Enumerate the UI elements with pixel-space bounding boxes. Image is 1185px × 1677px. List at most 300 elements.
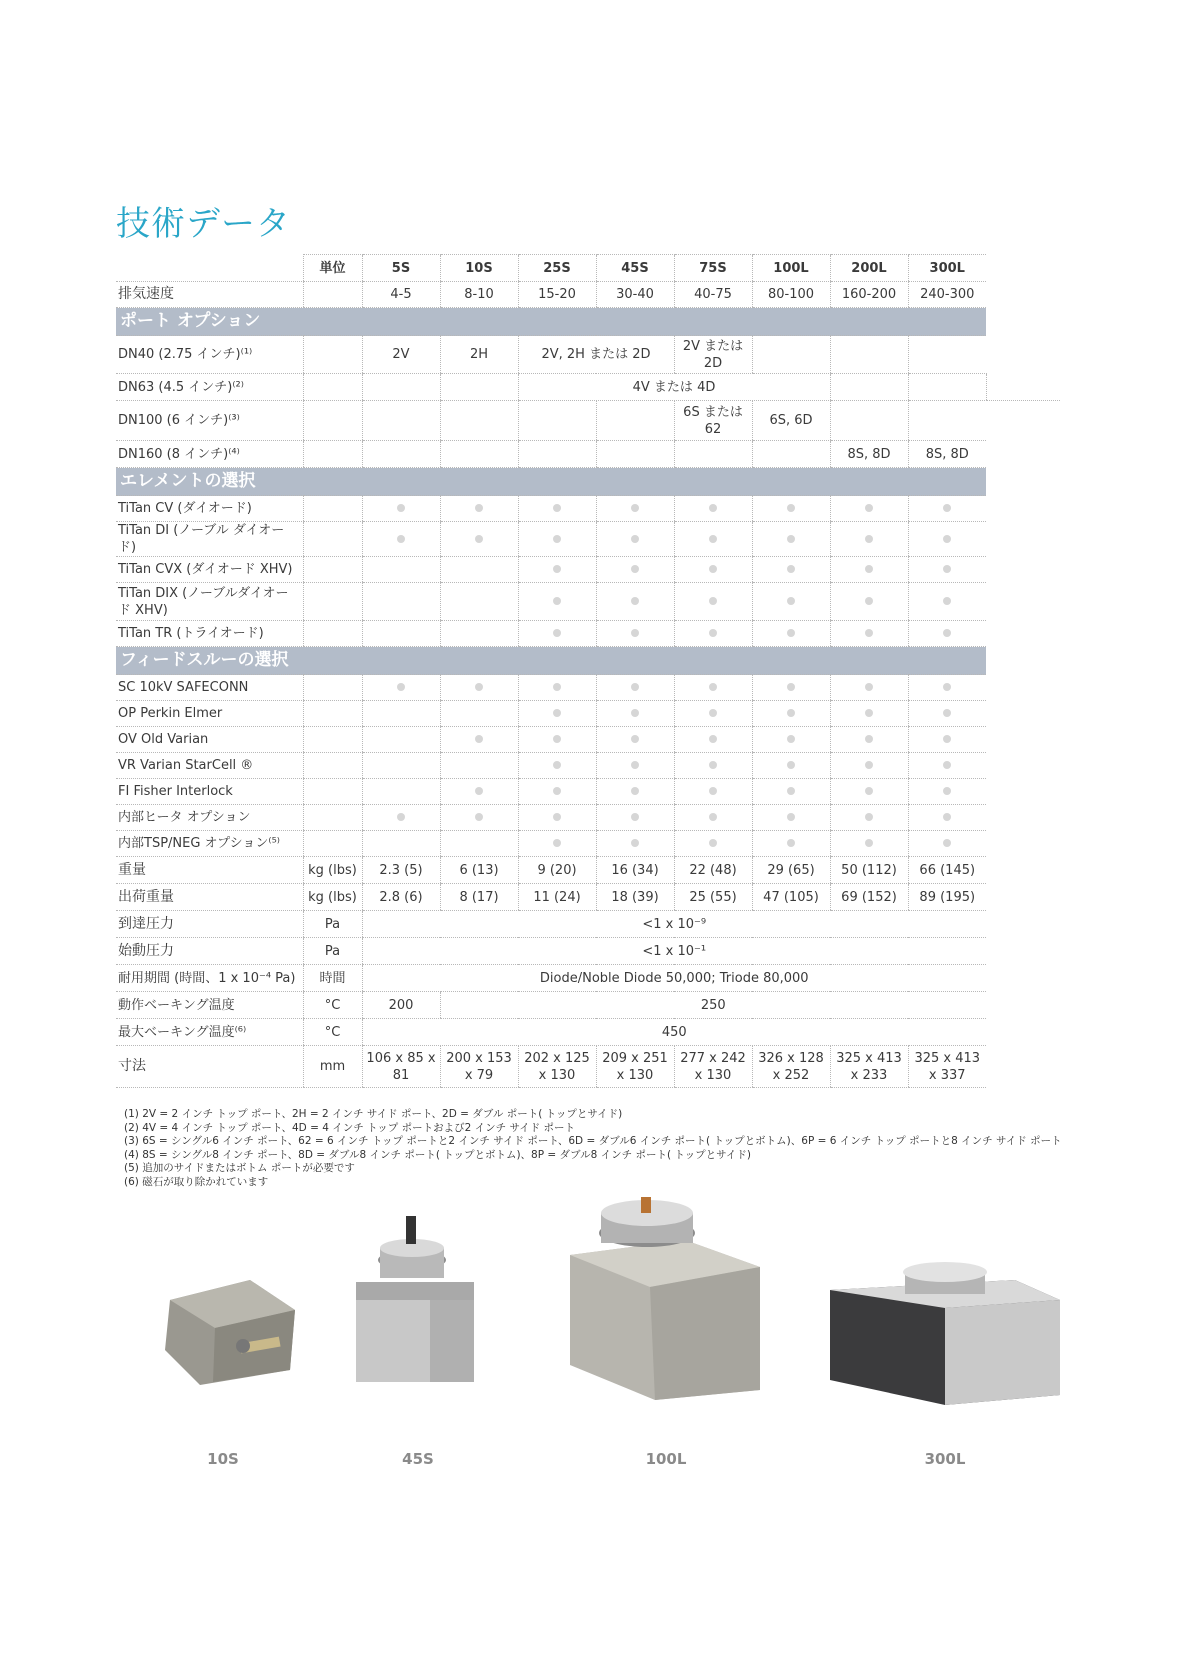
availability-dot-icon bbox=[631, 629, 639, 637]
availability-cell bbox=[362, 831, 440, 857]
page-title: 技術データ bbox=[116, 204, 291, 244]
availability-cell bbox=[674, 727, 752, 753]
value-cell: 6 (13) bbox=[440, 857, 518, 884]
availability-cell bbox=[596, 701, 674, 727]
feed-row bbox=[116, 831, 1060, 857]
availability-cell bbox=[908, 727, 986, 753]
value-cell: 69 (152) bbox=[830, 884, 908, 911]
availability-dot-icon bbox=[475, 535, 483, 543]
unit-cell bbox=[303, 374, 362, 401]
availability-dot-icon bbox=[397, 813, 405, 821]
value-cell: 325 x 413 x 337 bbox=[908, 1046, 986, 1088]
availability-cell bbox=[752, 727, 830, 753]
feed-row bbox=[116, 805, 1060, 831]
value-cell bbox=[596, 401, 674, 441]
value-cell bbox=[440, 441, 518, 468]
unit-cell: kg (lbs) bbox=[303, 884, 362, 911]
availability-cell bbox=[362, 522, 440, 557]
section-title: エレメントの選択 bbox=[116, 468, 986, 496]
row-label: TiTan DI (ノーブル ダイオード) bbox=[116, 522, 303, 557]
availability-cell bbox=[674, 701, 752, 727]
value-cell: 2.3 (5) bbox=[362, 857, 440, 884]
value-cell: 80-100 bbox=[752, 282, 830, 308]
value-cell: 250 bbox=[440, 992, 986, 1019]
bake-operating-row bbox=[116, 992, 1060, 1019]
value-cell: Diode/Noble Diode 50,000; Triode 80,000 bbox=[362, 965, 986, 992]
availability-dot-icon bbox=[787, 839, 795, 847]
value-cell bbox=[908, 401, 986, 441]
availability-cell bbox=[752, 805, 830, 831]
unit-cell: 時間 bbox=[303, 965, 362, 992]
availability-cell bbox=[440, 779, 518, 805]
value-cell: 4V または 4D bbox=[518, 374, 830, 401]
availability-cell bbox=[362, 583, 440, 621]
availability-dot-icon bbox=[631, 535, 639, 543]
value-cell: 18 (39) bbox=[596, 884, 674, 911]
availability-cell bbox=[830, 522, 908, 557]
row-label: FI Fisher Interlock bbox=[116, 779, 303, 805]
availability-cell bbox=[830, 753, 908, 779]
unit-cell: kg (lbs) bbox=[303, 857, 362, 884]
availability-dot-icon bbox=[865, 735, 873, 743]
availability-dot-icon bbox=[709, 683, 717, 691]
availability-cell bbox=[908, 701, 986, 727]
availability-dot-icon bbox=[709, 813, 717, 821]
availability-dot-icon bbox=[865, 683, 873, 691]
unit-cell bbox=[303, 522, 362, 557]
availability-cell bbox=[362, 753, 440, 779]
lifetime-row bbox=[116, 965, 1060, 992]
availability-cell bbox=[752, 675, 830, 701]
availability-dot-icon bbox=[475, 504, 483, 512]
section-header-feed bbox=[116, 647, 1060, 675]
availability-cell bbox=[362, 701, 440, 727]
value-cell bbox=[830, 336, 908, 374]
availability-dot-icon bbox=[943, 683, 951, 691]
value-cell bbox=[752, 441, 830, 468]
availability-dot-icon bbox=[787, 597, 795, 605]
availability-dot-icon bbox=[943, 787, 951, 795]
value-cell bbox=[518, 441, 596, 468]
row-label: 内部TSP/NEG オプション⁽⁵⁾ bbox=[116, 831, 303, 857]
availability-cell bbox=[596, 753, 674, 779]
footnote: (3) 6S = シングル6 インチ ポート、62 = 6 インチ トップ ポートと2 インチ サイド ポート、6D = ダブル6 インチ ポート( トップとボトム)、6P = 6 インチ トップ ポートと8 インチ サイド ポート bbox=[124, 1135, 1062, 1147]
footnote: (4) 8S = シングル8 インチ ポート、8D = ダブル8 インチ ポート( トップとボトム)、8P = ダブル8 インチ ポート( トップとサイド) bbox=[124, 1148, 751, 1161]
availability-cell bbox=[752, 557, 830, 583]
availability-cell bbox=[908, 805, 986, 831]
availability-dot-icon bbox=[865, 709, 873, 717]
value-cell bbox=[908, 336, 986, 374]
availability-cell bbox=[830, 727, 908, 753]
row-label: 寸法 bbox=[116, 1046, 303, 1088]
availability-cell bbox=[830, 583, 908, 621]
availability-cell bbox=[674, 522, 752, 557]
availability-dot-icon bbox=[787, 683, 795, 691]
unit-cell bbox=[303, 701, 362, 727]
unit-cell: mm bbox=[303, 1046, 362, 1088]
unit-cell bbox=[303, 496, 362, 522]
availability-dot-icon bbox=[631, 813, 639, 821]
model-header: 10S bbox=[440, 255, 518, 282]
photo-caption: 45S bbox=[402, 1450, 434, 1468]
element-row bbox=[116, 496, 1060, 522]
footnote: (5) 追加のサイドまたはボトム ポートが必要です bbox=[124, 1162, 355, 1174]
value-cell: 8S, 8D bbox=[830, 441, 908, 468]
element-row bbox=[116, 583, 1060, 621]
availability-cell bbox=[596, 805, 674, 831]
availability-dot-icon bbox=[865, 813, 873, 821]
value-cell: 29 (65) bbox=[752, 857, 830, 884]
availability-dot-icon bbox=[709, 535, 717, 543]
availability-cell bbox=[440, 522, 518, 557]
unit-header: 単位 bbox=[303, 255, 362, 282]
availability-dot-icon bbox=[553, 565, 561, 573]
availability-dot-icon bbox=[943, 813, 951, 821]
availability-dot-icon bbox=[943, 535, 951, 543]
availability-dot-icon bbox=[553, 504, 561, 512]
value-cell bbox=[362, 374, 440, 401]
value-cell bbox=[752, 336, 830, 374]
availability-dot-icon bbox=[865, 629, 873, 637]
pump-photo-45s bbox=[350, 1210, 485, 1390]
value-cell: <1 x 10⁻¹ bbox=[362, 938, 986, 965]
value-cell: 8 (17) bbox=[440, 884, 518, 911]
availability-dot-icon bbox=[553, 735, 561, 743]
row-label: TiTan CVX (ダイオード XHV) bbox=[116, 557, 303, 583]
availability-cell bbox=[596, 522, 674, 557]
availability-cell bbox=[752, 831, 830, 857]
value-cell: 30-40 bbox=[596, 282, 674, 308]
availability-dot-icon bbox=[397, 504, 405, 512]
availability-dot-icon bbox=[397, 683, 405, 691]
availability-cell bbox=[752, 753, 830, 779]
value-cell: 326 x 128 x 252 bbox=[752, 1046, 830, 1088]
unit-cell bbox=[303, 401, 362, 441]
availability-cell bbox=[908, 831, 986, 857]
unit-cell: °C bbox=[303, 1019, 362, 1046]
value-cell: 200 x 153 x 79 bbox=[440, 1046, 518, 1088]
availability-dot-icon bbox=[553, 813, 561, 821]
availability-cell bbox=[518, 583, 596, 621]
availability-cell bbox=[830, 701, 908, 727]
availability-cell bbox=[362, 779, 440, 805]
availability-dot-icon bbox=[631, 504, 639, 512]
unit-cell: Pa bbox=[303, 911, 362, 938]
starting-pressure-row bbox=[116, 938, 1060, 965]
availability-cell bbox=[596, 675, 674, 701]
value-cell bbox=[908, 374, 986, 401]
availability-cell bbox=[674, 753, 752, 779]
value-cell: <1 x 10⁻⁹ bbox=[362, 911, 986, 938]
availability-dot-icon bbox=[787, 709, 795, 717]
availability-cell bbox=[674, 805, 752, 831]
row-label: DN160 (8 インチ)⁽⁴⁾ bbox=[116, 441, 303, 468]
availability-cell bbox=[908, 557, 986, 583]
row-label: VR Varian StarCell ® bbox=[116, 753, 303, 779]
row-label: 出荷重量 bbox=[116, 884, 303, 911]
value-cell bbox=[518, 401, 596, 441]
model-header: 300L bbox=[908, 255, 986, 282]
weight-row bbox=[116, 857, 1060, 884]
value-cell: 40-75 bbox=[674, 282, 752, 308]
pump-photo-100l bbox=[565, 1195, 765, 1400]
availability-dot-icon bbox=[865, 504, 873, 512]
value-cell: 15-20 bbox=[518, 282, 596, 308]
availability-dot-icon bbox=[943, 597, 951, 605]
availability-dot-icon bbox=[865, 761, 873, 769]
pump-photo-10s bbox=[155, 1270, 300, 1390]
photo-caption: 100L bbox=[645, 1450, 687, 1468]
availability-cell bbox=[518, 621, 596, 647]
feed-row bbox=[116, 701, 1060, 727]
availability-dot-icon bbox=[943, 565, 951, 573]
row-label: TiTan DIX (ノーブルダイオード XHV) bbox=[116, 583, 303, 621]
value-cell: 106 x 85 x 81 bbox=[362, 1046, 440, 1088]
availability-cell bbox=[830, 675, 908, 701]
availability-cell bbox=[362, 496, 440, 522]
availability-dot-icon bbox=[865, 535, 873, 543]
row-label: 排気速度 bbox=[116, 282, 303, 308]
value-cell: 2V, 2H または 2D bbox=[518, 336, 674, 374]
value-cell: 8-10 bbox=[440, 282, 518, 308]
availability-dot-icon bbox=[475, 735, 483, 743]
availability-cell bbox=[830, 805, 908, 831]
footnote: (6) 磁石が取り除かれています bbox=[124, 1175, 269, 1188]
availability-dot-icon bbox=[709, 839, 717, 847]
feed-row bbox=[116, 727, 1060, 753]
ultimate-pressure-row bbox=[116, 911, 1060, 938]
bake-max-row bbox=[116, 1019, 1060, 1046]
section-header-port bbox=[116, 308, 1060, 336]
availability-cell bbox=[596, 831, 674, 857]
speed-row bbox=[116, 282, 1060, 308]
row-label: 始動圧力 bbox=[116, 938, 303, 965]
value-cell bbox=[362, 441, 440, 468]
value-cell bbox=[986, 374, 1060, 401]
availability-cell bbox=[362, 621, 440, 647]
value-cell: 22 (48) bbox=[674, 857, 752, 884]
pump-photo-300l bbox=[825, 1250, 1065, 1410]
availability-dot-icon bbox=[865, 597, 873, 605]
value-cell bbox=[830, 374, 908, 401]
value-cell: 50 (112) bbox=[830, 857, 908, 884]
availability-cell bbox=[518, 496, 596, 522]
row-label: DN100 (6 インチ)⁽³⁾ bbox=[116, 401, 303, 441]
unit-cell bbox=[303, 557, 362, 583]
section-title: フィードスルーの選択 bbox=[116, 647, 986, 675]
availability-cell bbox=[440, 583, 518, 621]
availability-dot-icon bbox=[475, 787, 483, 795]
availability-cell bbox=[752, 522, 830, 557]
availability-dot-icon bbox=[631, 761, 639, 769]
availability-dot-icon bbox=[943, 735, 951, 743]
element-row bbox=[116, 522, 1060, 557]
availability-dot-icon bbox=[631, 839, 639, 847]
availability-dot-icon bbox=[631, 597, 639, 605]
value-cell bbox=[440, 401, 518, 441]
model-header: 75S bbox=[674, 255, 752, 282]
availability-cell bbox=[518, 701, 596, 727]
availability-cell bbox=[440, 727, 518, 753]
value-cell bbox=[362, 401, 440, 441]
availability-cell bbox=[596, 727, 674, 753]
row-label: OP Perkin Elmer bbox=[116, 701, 303, 727]
availability-dot-icon bbox=[553, 629, 561, 637]
availability-cell bbox=[440, 805, 518, 831]
availability-cell bbox=[908, 621, 986, 647]
row-label: 動作ベーキング温度 bbox=[116, 992, 303, 1019]
availability-cell bbox=[596, 583, 674, 621]
value-cell: 6S または 62 bbox=[674, 401, 752, 441]
value-cell: 11 (24) bbox=[518, 884, 596, 911]
spec-table bbox=[116, 254, 1060, 1088]
availability-cell bbox=[830, 831, 908, 857]
value-cell bbox=[674, 441, 752, 468]
availability-dot-icon bbox=[943, 504, 951, 512]
availability-dot-icon bbox=[787, 565, 795, 573]
unit-cell bbox=[303, 282, 362, 308]
row-label: 到達圧力 bbox=[116, 911, 303, 938]
availability-dot-icon bbox=[943, 761, 951, 769]
row-label: TiTan CV (ダイオード) bbox=[116, 496, 303, 522]
availability-dot-icon bbox=[787, 535, 795, 543]
availability-cell bbox=[830, 779, 908, 805]
availability-cell bbox=[518, 753, 596, 779]
availability-cell bbox=[518, 522, 596, 557]
availability-dot-icon bbox=[709, 787, 717, 795]
value-cell: 209 x 251 x 130 bbox=[596, 1046, 674, 1088]
value-cell: 66 (145) bbox=[908, 857, 986, 884]
unit-cell bbox=[303, 675, 362, 701]
availability-cell bbox=[674, 621, 752, 647]
footnote: (1) 2V = 2 インチ トップ ポート、2H = 2 インチ サイド ポート、2D = ダブル ポート( トップとサイド) bbox=[124, 1108, 623, 1120]
availability-dot-icon bbox=[787, 761, 795, 769]
value-cell: 160-200 bbox=[830, 282, 908, 308]
unit-cell bbox=[303, 753, 362, 779]
row-label: DN40 (2.75 インチ)⁽¹⁾ bbox=[116, 336, 303, 374]
availability-cell bbox=[674, 557, 752, 583]
value-cell: 450 bbox=[362, 1019, 986, 1046]
availability-cell bbox=[674, 831, 752, 857]
availability-dot-icon bbox=[553, 535, 561, 543]
availability-dot-icon bbox=[475, 683, 483, 691]
availability-cell bbox=[362, 805, 440, 831]
availability-dot-icon bbox=[865, 565, 873, 573]
value-cell: 2V または 2D bbox=[674, 336, 752, 374]
availability-dot-icon bbox=[709, 761, 717, 769]
availability-cell bbox=[908, 522, 986, 557]
ship-weight-row bbox=[116, 884, 1060, 911]
unit-cell bbox=[303, 779, 362, 805]
port-row-dn160 bbox=[116, 441, 1060, 468]
availability-dot-icon bbox=[787, 787, 795, 795]
availability-cell bbox=[752, 779, 830, 805]
row-label: 耐用期間 (時間、1 x 10⁻⁴ Pa) bbox=[116, 965, 303, 992]
availability-cell bbox=[674, 583, 752, 621]
value-cell: 16 (34) bbox=[596, 857, 674, 884]
dimensions-row bbox=[116, 1046, 1060, 1088]
availability-cell bbox=[518, 557, 596, 583]
availability-dot-icon bbox=[631, 565, 639, 573]
availability-dot-icon bbox=[787, 813, 795, 821]
value-cell: 4-5 bbox=[362, 282, 440, 308]
availability-dot-icon bbox=[553, 683, 561, 691]
row-label: 重量 bbox=[116, 857, 303, 884]
value-cell: 2H bbox=[440, 336, 518, 374]
availability-cell bbox=[518, 805, 596, 831]
model-header: 45S bbox=[596, 255, 674, 282]
model-header: 200L bbox=[830, 255, 908, 282]
availability-cell bbox=[440, 753, 518, 779]
availability-cell bbox=[752, 621, 830, 647]
value-cell: 277 x 242 x 130 bbox=[674, 1046, 752, 1088]
availability-dot-icon bbox=[631, 709, 639, 717]
model-header: 5S bbox=[362, 255, 440, 282]
row-label: TiTan TR (トライオード) bbox=[116, 621, 303, 647]
availability-dot-icon bbox=[631, 683, 639, 691]
availability-dot-icon bbox=[709, 597, 717, 605]
row-label: 内部ヒータ オプション bbox=[116, 805, 303, 831]
unit-cell bbox=[303, 583, 362, 621]
availability-cell bbox=[596, 779, 674, 805]
header-row bbox=[116, 255, 1060, 282]
row-label: OV Old Varian bbox=[116, 727, 303, 753]
value-cell: 6S, 6D bbox=[752, 401, 830, 441]
availability-dot-icon bbox=[943, 709, 951, 717]
availability-cell bbox=[440, 701, 518, 727]
value-cell bbox=[830, 401, 908, 441]
availability-cell bbox=[752, 583, 830, 621]
row-label: DN63 (4.5 インチ)⁽²⁾ bbox=[116, 374, 303, 401]
element-row bbox=[116, 621, 1060, 647]
availability-cell bbox=[518, 779, 596, 805]
value-cell: 325 x 413 x 233 bbox=[830, 1046, 908, 1088]
unit-cell bbox=[303, 441, 362, 468]
row-label: SC 10kV SAFECONN bbox=[116, 675, 303, 701]
feed-row bbox=[116, 753, 1060, 779]
corner-cell bbox=[116, 255, 303, 282]
value-cell: 202 x 125 x 130 bbox=[518, 1046, 596, 1088]
photo-caption: 300L bbox=[924, 1450, 966, 1468]
section-title: ポート オプション bbox=[116, 308, 986, 336]
unit-cell bbox=[303, 336, 362, 374]
value-cell: 240-300 bbox=[908, 282, 986, 308]
availability-cell bbox=[440, 831, 518, 857]
availability-cell bbox=[674, 496, 752, 522]
availability-cell bbox=[908, 496, 986, 522]
availability-dot-icon bbox=[787, 629, 795, 637]
availability-cell bbox=[752, 496, 830, 522]
value-cell bbox=[440, 374, 518, 401]
availability-cell bbox=[362, 727, 440, 753]
value-cell: 47 (105) bbox=[752, 884, 830, 911]
availability-dot-icon bbox=[787, 735, 795, 743]
unit-cell bbox=[303, 805, 362, 831]
availability-cell bbox=[518, 831, 596, 857]
availability-cell bbox=[596, 496, 674, 522]
availability-dot-icon bbox=[709, 735, 717, 743]
availability-cell bbox=[362, 557, 440, 583]
availability-dot-icon bbox=[943, 629, 951, 637]
availability-cell bbox=[440, 621, 518, 647]
availability-dot-icon bbox=[553, 787, 561, 795]
footnote: (2) 4V = 4 インチ トップ ポート、4D = 4 インチ トップ ポートおよび2 インチ サイド ポート bbox=[124, 1121, 576, 1134]
availability-dot-icon bbox=[709, 629, 717, 637]
value-cell bbox=[596, 441, 674, 468]
value-cell: 2.8 (6) bbox=[362, 884, 440, 911]
availability-dot-icon bbox=[631, 787, 639, 795]
availability-cell bbox=[440, 675, 518, 701]
